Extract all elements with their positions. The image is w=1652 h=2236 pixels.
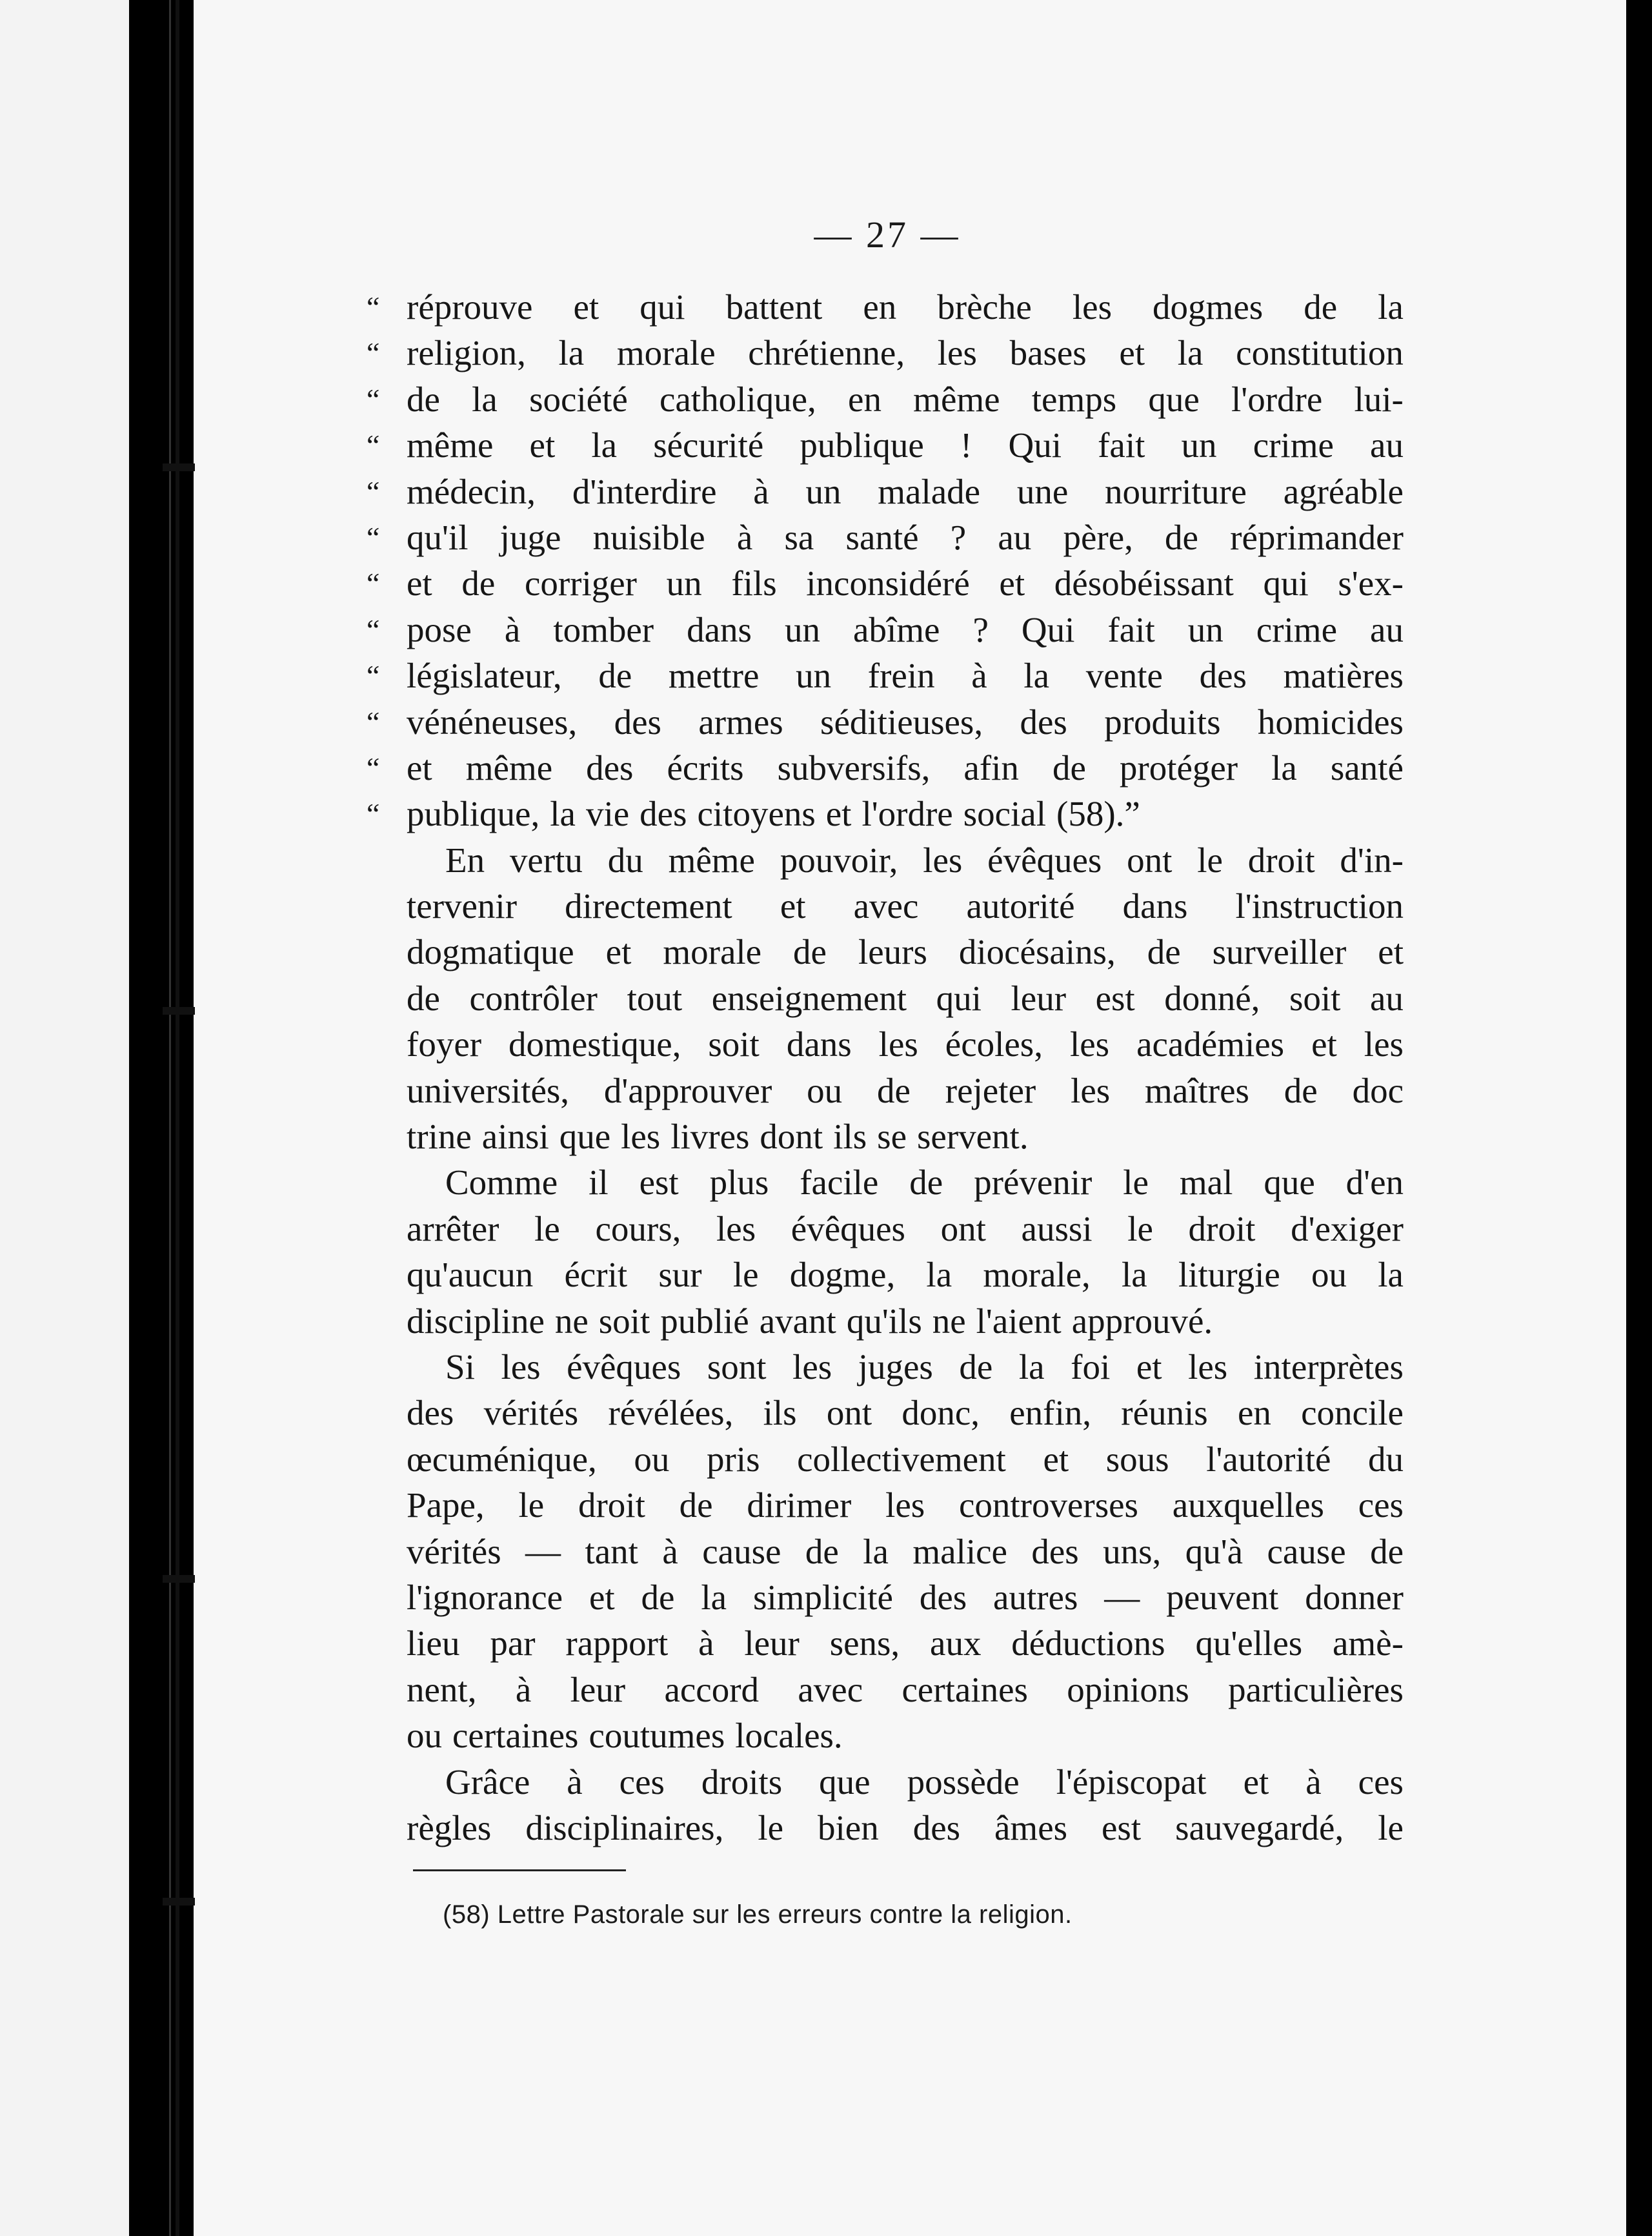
- binding-stitch: [163, 1007, 195, 1015]
- text-line: [407, 1390, 1404, 1436]
- line-text: Pape, le droit de dirimer les controverses auxquelles ces: [407, 1485, 1404, 1525]
- quote-mark: “: [367, 705, 380, 738]
- text-line: [407, 1113, 1404, 1159]
- line-text: ou certaines coutumes locales.: [407, 1716, 843, 1756]
- line-text: vénéneuses, des armes séditieuses, des produits homicides: [407, 702, 1404, 742]
- page-number: — 27 —: [814, 214, 961, 256]
- line-text: Comme il est plus facile de prévenir le mal que d'en: [445, 1163, 1404, 1203]
- text-line: [407, 1298, 1404, 1344]
- line-text: trine ainsi que les livres dont ils se servent.: [407, 1117, 1029, 1157]
- text-line: [367, 422, 1404, 468]
- text-line: [407, 1021, 1404, 1067]
- quote-mark: “: [367, 659, 380, 693]
- line-text: œcuménique, ou pris collectivement et sous l'autorité du: [407, 1439, 1404, 1479]
- text-line: [407, 1529, 1404, 1574]
- text-line: [407, 1159, 1404, 1205]
- quote-mark: “: [367, 797, 380, 831]
- text-line: [407, 1436, 1404, 1482]
- page-edge-shadow: [1626, 0, 1652, 2236]
- binding-stitch: [163, 1898, 195, 1906]
- text-line: [407, 929, 1404, 975]
- line-text: des vérités révélées, ils ont donc, enfin, réunis en concile: [407, 1393, 1404, 1433]
- quote-mark: “: [367, 429, 380, 462]
- line-text: En vertu du même pouvoir, les évêques ont le droit d'in-: [445, 840, 1404, 880]
- line-text: arrêter le cours, les évêques ont aussi le droit d'exiger: [407, 1208, 1404, 1248]
- text-line: [407, 1805, 1404, 1851]
- line-text: réprouve et qui battent en brèche les dogmes de la: [407, 287, 1404, 327]
- binding-stitch: [163, 1575, 195, 1583]
- line-text: foyer domestique, soit dans les écoles, les académies et les: [407, 1024, 1404, 1064]
- line-text: l'ignorance et de la simplicité des autres — peuvent donner: [407, 1577, 1404, 1617]
- text-line: [407, 975, 1404, 1021]
- text-line: [407, 1482, 1404, 1528]
- line-text: même et la sécurité publique ! Qui fait un crime au: [407, 425, 1404, 465]
- line-text: pose à tomber dans un abîme ? Qui fait un crime au: [407, 609, 1404, 649]
- quote-mark: “: [367, 751, 380, 784]
- line-text: dogmatique et morale de leurs diocésains, de surveiller et: [407, 932, 1404, 972]
- text-line: [407, 1620, 1404, 1666]
- text-line: [367, 653, 1404, 698]
- line-text: religion, la morale chrétienne, les bases et la constitution: [407, 333, 1404, 373]
- line-text: publique, la vie des citoyens et l'ordre social (58).”: [407, 794, 1140, 834]
- text-line: [407, 1667, 1404, 1713]
- line-text: de contrôler tout enseignement qui leur est donné, soit au: [407, 978, 1404, 1018]
- binding-margin: [0, 0, 129, 2236]
- line-text: vérités — tant à cause de la malice des uns, qu'à cause de: [407, 1531, 1404, 1571]
- text-line: [407, 1206, 1404, 1252]
- line-text: tervenir directement et avec autorité dans l'instruction: [407, 886, 1404, 926]
- page-body: [367, 284, 1404, 1851]
- binding-stitch: [163, 463, 195, 471]
- text-line: [367, 284, 1404, 330]
- text-line: [367, 791, 1404, 837]
- text-line: [367, 607, 1404, 653]
- text-line: [367, 560, 1404, 606]
- line-text: et de corriger un fils inconsidéré et désobéissant qui s'ex-: [407, 564, 1404, 604]
- text-line: [407, 1344, 1404, 1390]
- line-text: législateur, de mettre un frein à la vente des matières: [407, 656, 1404, 696]
- line-text: universités, d'approuver ou de rejeter les maîtres de doc: [407, 1070, 1404, 1110]
- line-text: Si les évêques sont les juges de la foi et les interprètes: [445, 1347, 1404, 1387]
- quote-mark: “: [367, 567, 380, 600]
- text-line: [407, 1713, 1404, 1758]
- quote-mark: “: [367, 336, 380, 370]
- quote-mark: “: [367, 520, 380, 554]
- text-line: [367, 514, 1404, 560]
- line-text: médecin, d'interdire à un malade une nourriture agréable: [407, 471, 1404, 511]
- line-text: nent, à leur accord avec certaines opinions particulières: [407, 1669, 1404, 1709]
- line-text: Grâce à ces droits que possède l'épiscopat et à ces: [445, 1762, 1404, 1802]
- text-line: [407, 1252, 1404, 1297]
- line-text: qu'aucun écrit sur le dogme, la morale, la liturgie ou la: [407, 1255, 1404, 1295]
- text-line: [367, 330, 1404, 376]
- text-line: [407, 1574, 1404, 1620]
- footnote-separator: [413, 1869, 626, 1871]
- line-text: qu'il juge nuisible à sa santé ? au père, de réprimander: [407, 517, 1404, 557]
- text-line: [407, 883, 1404, 929]
- line-text: et même des écrits subversifs, afin de protéger la santé: [407, 747, 1404, 788]
- line-text: lieu par rapport à leur sens, aux déductions qu'elles amè-: [407, 1623, 1404, 1663]
- text-line: [407, 837, 1404, 883]
- text-line: [367, 699, 1404, 745]
- quote-mark: “: [367, 474, 380, 508]
- text-line: [407, 1068, 1404, 1113]
- quote-mark: “: [367, 613, 380, 646]
- text-line: [367, 376, 1404, 422]
- text-line: [367, 469, 1404, 514]
- footnote: (58) Lettre Pastorale sur les erreurs contre la religion.: [443, 1900, 1073, 1929]
- quote-mark: “: [367, 382, 380, 416]
- line-text: règles disciplinaires, le bien des âmes est sauvegardé, le: [407, 1807, 1404, 1847]
- quote-mark: “: [367, 290, 380, 323]
- line-text: de la société catholique, en même temps que l'ordre lui-: [407, 379, 1404, 419]
- line-text: discipline ne soit publié avant qu'ils ne l'aient approuvé.: [407, 1301, 1213, 1341]
- text-line: [407, 1759, 1404, 1805]
- text-line: [367, 745, 1404, 791]
